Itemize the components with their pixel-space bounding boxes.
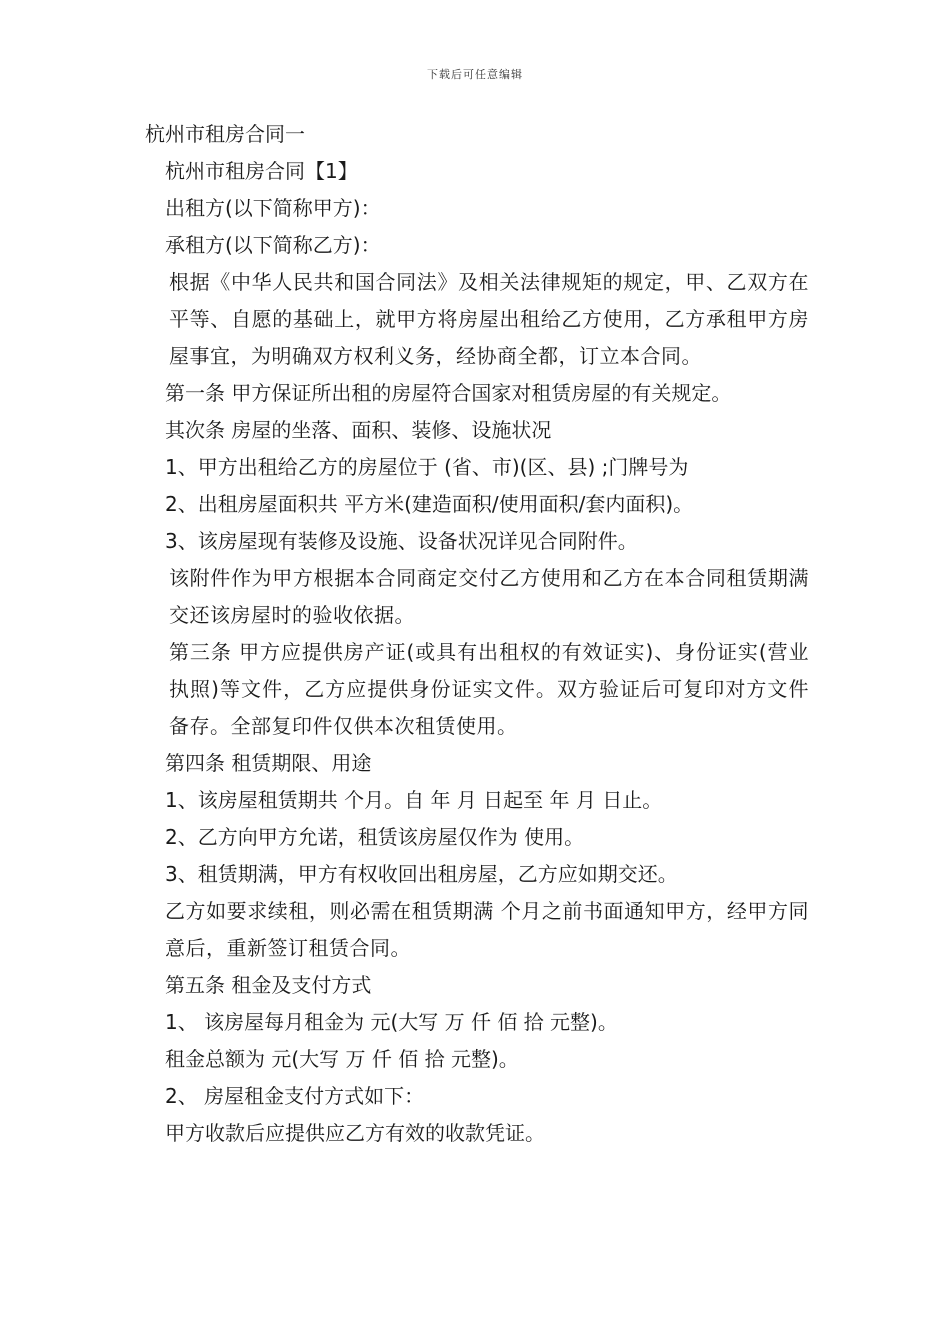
article-4-item-1: 1、该房屋租赁期共 个月。自 年 月 日起至 年 月 日止。 [165, 788, 663, 812]
lessor-line: 出租方(以下简称甲方)： [165, 196, 381, 220]
article-4-title: 第四条 租赁期限、用途 [165, 751, 372, 775]
article-4-note: 乙方如要求续租，则必需在租赁期满 个月之前书面通知甲方，经甲方同意后，重新签订租赁合同。 [165, 899, 809, 960]
contract-subtitle: 杭州市租房合同【1】 [165, 159, 358, 183]
document-title: 杭州市租房合同一 [145, 122, 305, 146]
preamble-paragraph: 根据《中华人民共和国合同法》及相关法律规矩的规定，甲、乙双方在平等、自愿的基础上，就甲方将房屋出租给乙方使用，乙方承租甲方房屋事宜，为明确双方权利义务，经协商全都，订立本合同。 [169, 270, 809, 368]
article-5-item-1: 1、 该房屋每月租金为 元(大写 万 仟 佰 拾 元整)。 [165, 1010, 618, 1034]
article-5-item-2: 2、 房屋租金支付方式如下： [165, 1084, 425, 1108]
article-3: 第三条 甲方应提供房产证(或具有出租权的有效证实)、身份证实(营业执照)等文件，乙方应提供身份证实文件。双方验证后可复印对方文件备存。全部复印件仅供本次租赁使用。 [169, 640, 809, 738]
contract-body [145, 116, 809, 1152]
article-2-item-3: 3、该房屋现有装修及设施、设备状况详见合同附件。 [165, 529, 638, 553]
article-5-total: 租金总额为 元(大写 万 仟 佰 拾 元整)。 [165, 1047, 519, 1071]
article-4-item-2: 2、乙方向甲方允诺，租赁该房屋仅作为 使用。 [165, 825, 585, 849]
article-2-title: 其次条 房屋的坐落、面积、装修、设施状况 [165, 418, 552, 442]
article-5-receipt: 甲方收款后应提供应乙方有效的收款凭证。 [165, 1121, 545, 1145]
article-5-title: 第五条 租金及支付方式 [165, 973, 372, 997]
article-2-item-1: 1、甲方出租给乙方的房屋位于 (省、市)(区、县) ;门牌号为 [165, 455, 689, 479]
lessee-line: 承租方(以下简称乙方)： [165, 233, 381, 257]
article-2-note: 该附件作为甲方根据本合同商定交付乙方使用和乙方在本合同租赁期满交还该房屋时的验收依据。 [169, 566, 809, 627]
article-4-item-3: 3、租赁期满，甲方有权收回出租房屋，乙方应如期交还。 [165, 862, 678, 886]
article-2-item-2: 2、出租房屋面积共 平方米(建造面积/使用面积/套内面积)。 [165, 492, 694, 516]
article-1: 第一条 甲方保证所出租的房屋符合国家对租赁房屋的有关规定。 [165, 381, 732, 405]
page-header-note: 下载后可任意编辑 [427, 68, 523, 81]
